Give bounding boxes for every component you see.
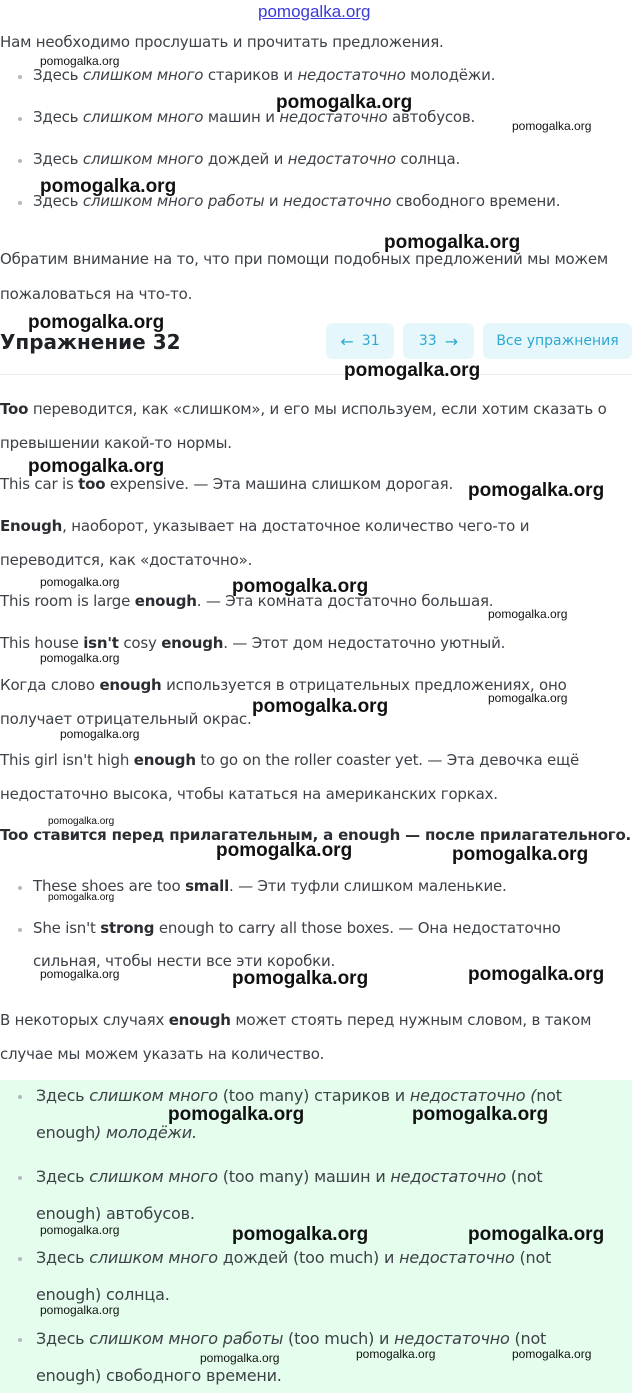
list-bullet xyxy=(18,1257,22,1261)
watermark: pomogalka.org xyxy=(40,54,120,68)
list-bullet xyxy=(18,928,22,932)
list-item: Здесь слишком много дождей и недостаточно солнца. xyxy=(33,150,461,168)
list-bullet xyxy=(18,1338,22,1342)
watermark: pomogalka.org xyxy=(40,1303,120,1317)
watermark: pomogalka.org xyxy=(28,456,165,477)
list-bullet xyxy=(18,75,22,79)
watermark: pomogalka.org xyxy=(28,312,165,333)
list-item: Здесь слишком много стариков и недостаточно молодёжи. xyxy=(33,66,496,84)
watermark: pomogalka.org xyxy=(40,176,177,197)
watermark: pomogalka.org xyxy=(468,1224,605,1245)
watermark: pomogalka.org xyxy=(60,727,140,741)
enough-explanation-line2: переводится, как «достаточно». xyxy=(0,551,253,569)
list-bullet xyxy=(18,201,22,205)
watermark: pomogalka.org xyxy=(384,232,521,253)
all-exercises-label: Все упражнения xyxy=(496,333,619,349)
answer-item: Здесь слишком много дождей (too much) и недостаточно (not xyxy=(36,1248,552,1267)
watermark: pomogalka.org xyxy=(48,892,115,903)
watermark: pomogalka.org xyxy=(40,575,120,589)
answer-item: Здесь слишком много работы (too much) и недостаточно (not xyxy=(36,1329,547,1348)
watermark: pomogalka.org xyxy=(512,1347,592,1361)
watermark: pomogalka.org xyxy=(452,844,589,865)
some-cases-line2: случае мы можем указать на количество. xyxy=(0,1045,325,1063)
list-bullet xyxy=(18,1176,22,1180)
watermark: pomogalka.org xyxy=(232,576,369,597)
watermark: pomogalka.org xyxy=(252,696,389,717)
watermark: pomogalka.org xyxy=(40,967,120,981)
list-item: Здесь слишком много машин и недостаточно автобусов. xyxy=(33,108,476,126)
watermark: pomogalka.org xyxy=(412,1104,549,1125)
note-text-line2: пожаловаться на что-то. xyxy=(0,285,193,303)
too-explanation-line2: превышении какой-то нормы. xyxy=(0,434,232,452)
prev-exercise-button[interactable] xyxy=(326,323,394,359)
placement-rule: Too ставится перед прилагательным, а enough — после прилагательного. xyxy=(0,826,632,844)
section-divider xyxy=(0,374,632,375)
negative-explanation-line1: Когда слово enough используется в отрицательных предложениях, оно xyxy=(0,676,567,694)
some-cases-line1: В некоторых случаях enough может стоять перед нужным словом, в таком xyxy=(0,1011,592,1029)
prev-exercise-label: 31 xyxy=(361,333,380,349)
answer-item: Здесь слишком много (too many) машин и недостаточно (not xyxy=(36,1167,543,1186)
watermark: pomogalka.org xyxy=(468,480,605,501)
watermark: pomogalka.org xyxy=(48,816,115,827)
watermark: pomogalka.org xyxy=(488,607,568,621)
answer-item-continuation: enough) солнца. xyxy=(36,1285,170,1304)
answer-item-continuation: enough) молодёжи. xyxy=(36,1123,197,1142)
next-exercise-button[interactable] xyxy=(403,323,474,359)
enough-explanation-line1: Enough, наоборот, указывает на достаточное количество чего-то и xyxy=(0,517,530,535)
watermark: pomogalka.org xyxy=(344,360,481,381)
too-explanation-line1: Too переводится, как «слишком», и его мы используем, если хотим сказать о xyxy=(0,400,607,418)
exercise-title: Упражнение 32 xyxy=(0,330,181,354)
example-house: This house isn't cosy enough. — Этот дом недостаточно уютный. xyxy=(0,634,506,652)
watermark: pomogalka.org xyxy=(488,691,568,705)
watermark: pomogalka.org xyxy=(40,651,120,665)
list-item: Здесь слишком много работы и недостаточно свободного времени. xyxy=(33,192,561,210)
arrow-left-icon: ← xyxy=(340,331,354,351)
answer-item: Здесь слишком много (too many) стариков и недостаточно (not xyxy=(36,1086,562,1105)
example-girl-line1: This girl isn't high enough to go on the roller coaster yet. — Эта девочка ещё xyxy=(0,751,580,769)
list-bullet xyxy=(18,159,22,163)
watermark: pomogalka.org xyxy=(468,964,605,985)
next-exercise-label: 33 xyxy=(418,333,437,349)
watermark: pomogalka.org xyxy=(40,1223,120,1237)
example-room: This room is large enough. — Эта комната достаточно большая. xyxy=(0,592,494,610)
note-text-line1: Обратим внимание на то, что при помощи подобных предложений мы можем xyxy=(0,250,608,268)
list-item: These shoes are too small. — Эти туфли слишком маленькие. xyxy=(33,877,507,895)
site-header-link[interactable]: pomogalka.org xyxy=(258,2,371,21)
watermark: pomogalka.org xyxy=(276,92,413,113)
watermark: pomogalka.org xyxy=(356,1347,436,1361)
watermark: pomogalka.org xyxy=(216,840,353,861)
example-girl-line2: недостаточно высока, чтобы кататься на американских горках. xyxy=(0,785,498,803)
list-bullet xyxy=(18,117,22,121)
answer-item-continuation: enough) автобусов. xyxy=(36,1204,195,1223)
example-car: This car is too expensive. — Эта машина слишком дорогая. xyxy=(0,475,454,493)
list-bullet xyxy=(18,1095,22,1099)
all-exercises-button[interactable] xyxy=(483,323,632,359)
watermark: pomogalka.org xyxy=(232,1224,369,1245)
list-item: She isn't strong enough to carry all those boxes. — Она недостаточно xyxy=(33,919,561,937)
list-bullet xyxy=(18,886,22,890)
answer-item-continuation: enough) свободного времени. xyxy=(36,1366,282,1385)
watermark: pomogalka.org xyxy=(232,968,369,989)
watermark: pomogalka.org xyxy=(168,1104,305,1125)
list-item-continuation: сильная, чтобы нести все эти коробки. xyxy=(33,952,336,970)
arrow-right-icon: → xyxy=(444,331,459,351)
intro-text: Нам необходимо прослушать и прочитать предложения. xyxy=(0,33,444,51)
negative-explanation-line2: получает отрицательный окрас. xyxy=(0,710,252,728)
watermark: pomogalka.org xyxy=(200,1351,280,1365)
watermark: pomogalka.org xyxy=(512,119,592,133)
